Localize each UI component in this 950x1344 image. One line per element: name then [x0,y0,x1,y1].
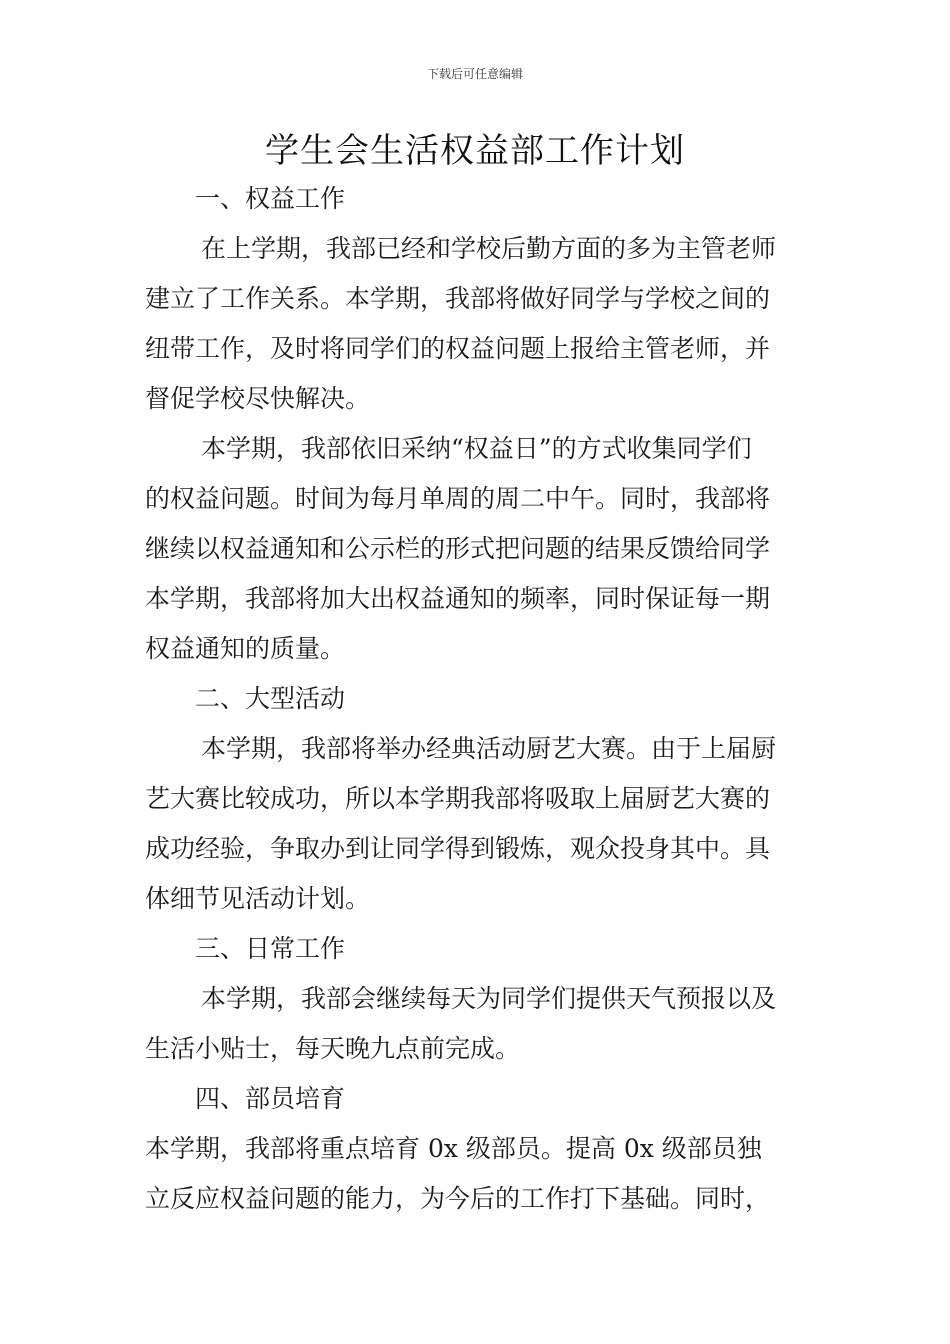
document-body [145,174,807,1224]
paragraph-line: 继续以权益通知和公示栏的形式把问题的结果反馈给同学 [145,534,771,563]
paragraph-line: 督促学校尽快解决。 [145,384,371,413]
paragraph-line: 权益通知的质量。 [145,634,346,663]
paragraph-line: 本学期，我部将加大出权益通知的频率，同时保证每一期 [145,584,771,613]
document-title: 学生会生活权益部工作计划 [265,131,685,171]
paragraph-line: 本学期，我部将重点培育 0x 级部员。提高 0x 级部员独 [145,1134,762,1163]
paragraph-line: 纽带工作，及时将同学们的权益问题上报给主管老师，并 [145,334,771,363]
paragraph-line: 艺大赛比较成功，所以本学期我部将吸取上届厨艺大赛的 [145,784,771,813]
paragraph-line: 立反应权益问题的能力，为今后的工作打下基础。同时， [145,1184,771,1213]
paragraph-line: 体细节见活动计划。 [145,884,371,913]
section-heading-rights: 一、权益工作 [195,184,346,213]
paragraph-line: 生活小贴士，每天晚九点前完成。 [145,1034,521,1063]
paragraph-line: 的权益问题。时间为每月单周的周二中午。同时，我部将 [145,484,771,513]
paragraph-line: 在上学期，我部已经和学校后勤方面的多为主管老师 [201,234,777,263]
paragraph-line: 成功经验，争取办到让同学得到锻炼，观众投身其中。具 [145,834,771,863]
header-note: 下载后可任意编辑 [426,67,523,81]
section-heading-training: 四、部员培育 [195,1084,346,1113]
section-heading-daily: 三、日常工作 [195,934,346,963]
paragraph-line: 本学期，我部将举办经典活动厨艺大赛。由于上届厨 [201,734,777,763]
paragraph-line: 本学期，我部依旧采纳“权益日”的方式收集同学们 [201,434,752,463]
section-heading-events: 二、大型活动 [195,684,346,713]
paragraph-line: 本学期，我部会继续每天为同学们提供天气预报以及 [201,984,777,1013]
paragraph-line: 建立了工作关系。本学期，我部将做好同学与学校之间的 [145,284,771,313]
